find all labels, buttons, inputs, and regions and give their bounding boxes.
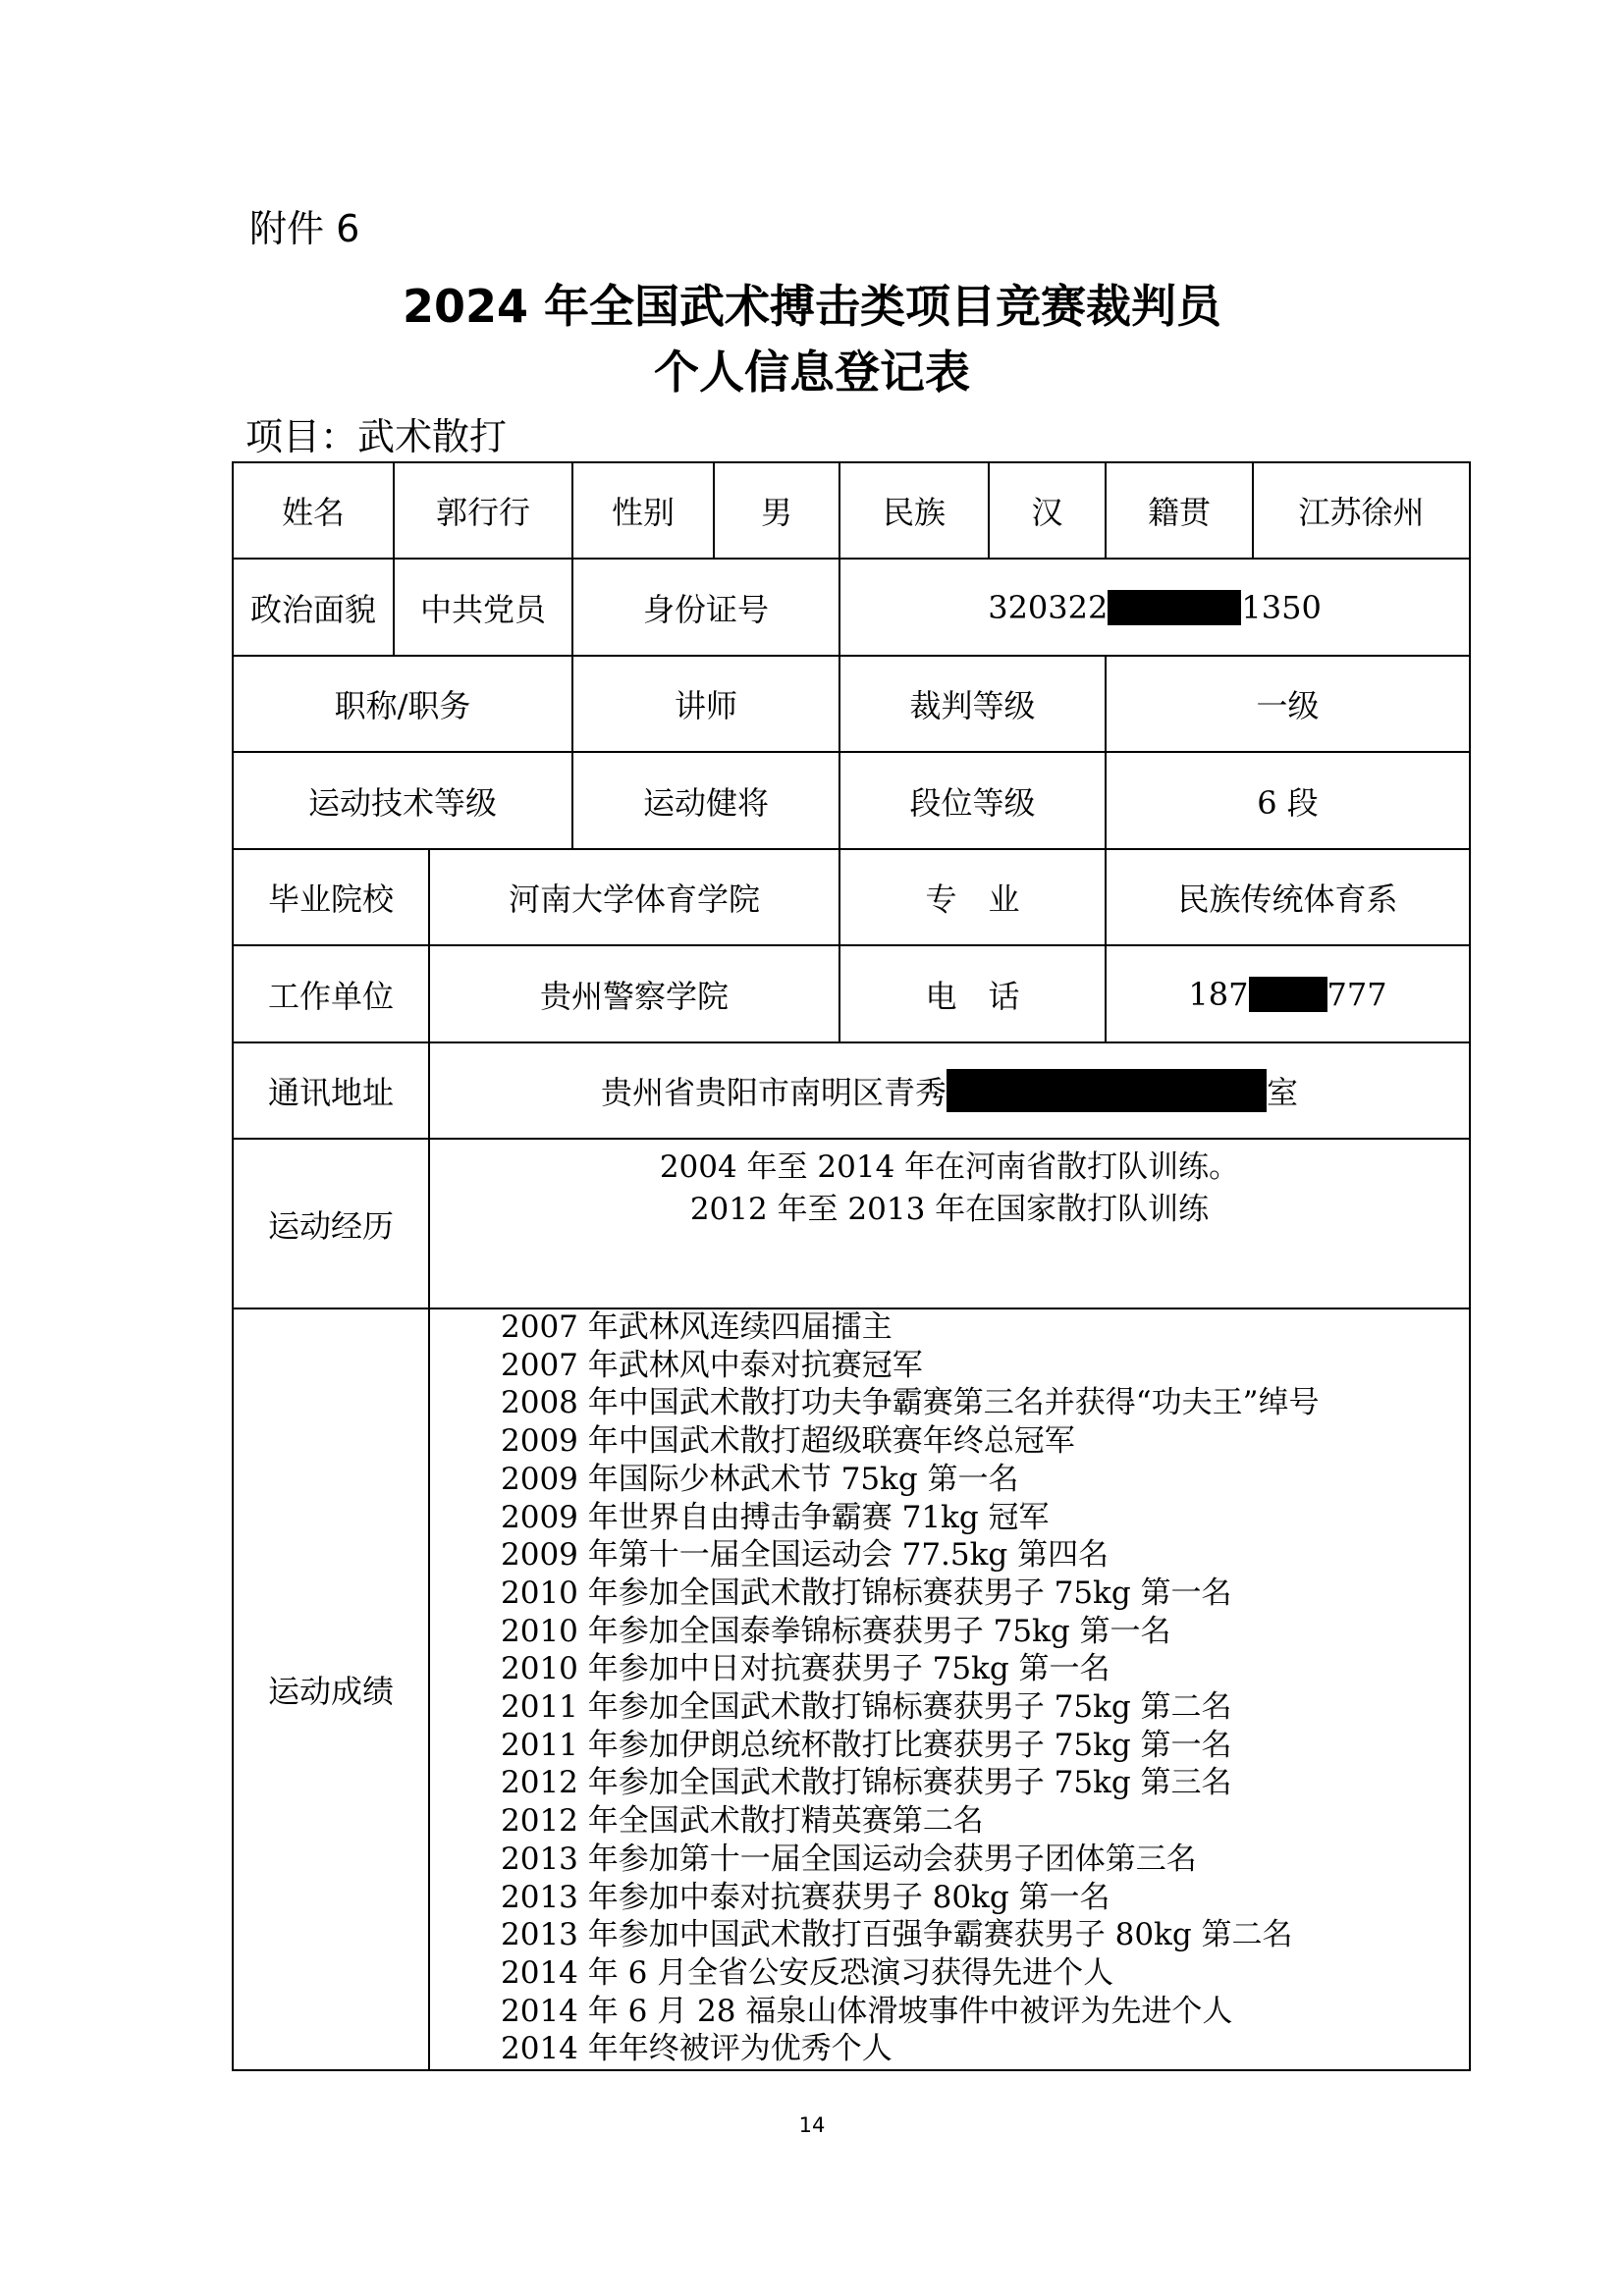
table-border-bottom (232, 2069, 1471, 2071)
sport-level-label: 运动技术等级 (307, 783, 497, 822)
achievement-item: 2010 年参加全国泰拳锦标赛获男子 75kg 第一名 (501, 1613, 1171, 1649)
name-label: 姓名 (281, 494, 345, 531)
achievement-item: 2012 年全国武术散打精英赛第二名 (501, 1803, 984, 1840)
achievement-item: 2008 年中国武术散打功夫争霸赛第三名并获得“功夫王”绰号 (501, 1385, 1320, 1421)
gender-label: 性别 (611, 494, 675, 531)
achievements-list (501, 1308, 1319, 2068)
work-label: 工作单位 (267, 977, 394, 1015)
achievement-item: 2009 年第十一届全国运动会 77.5kg 第四名 (501, 1537, 1110, 1574)
achievement-item: 2009 年世界自由搏击争霸赛 71kg 冠军 (501, 1499, 1050, 1535)
page-number: 14 (798, 2113, 826, 2137)
phone-label: 电 话 (925, 977, 1020, 1015)
achievement-item: 2011 年参加伊朗总统杯散打比赛获男子 75kg 第一名 (501, 1727, 1232, 1763)
work-value: 贵州警察学院 (539, 977, 729, 1015)
table-border-right (1469, 461, 1471, 2071)
gender-value: 男 (760, 494, 792, 531)
phone-suffix: 777 (1326, 975, 1387, 1013)
form-title: 2024 年全国武术搏击类项目竞赛裁判员 (402, 280, 1222, 333)
address-prefix: 贵州省贵阳市南明区青秀 (600, 1074, 947, 1111)
achievement-item: 2011 年参加全国武术散打锦标赛获男子 75kg 第二名 (501, 1689, 1232, 1726)
title-value: 讲师 (674, 687, 737, 724)
referee-level-label: 裁判等级 (909, 687, 1036, 724)
id-label: 身份证号 (642, 590, 769, 628)
id-suffix: 1350 (1241, 588, 1322, 626)
attachment-label: 附件 6 (249, 207, 360, 250)
political-value: 中共党员 (419, 590, 546, 628)
phone-redaction (1249, 977, 1327, 1012)
major-label: 专 业 (925, 881, 1020, 918)
dan-label: 段位等级 (909, 783, 1036, 822)
referee-level-value: 一级 (1256, 687, 1320, 724)
achievement-item: 2014 年 6 月 28 福泉山体滑坡事件中被评为先进个人 (501, 1993, 1233, 2029)
id-prefix: 320322 (988, 588, 1109, 626)
phone-prefix: 187 (1188, 975, 1249, 1013)
address-value (430, 1043, 1469, 1138)
form-subtitle: 个人信息登记表 (654, 346, 970, 399)
experience-list (430, 1147, 1469, 1231)
address-suffix: 室 (1267, 1074, 1299, 1111)
project-label: 项目：武术散打 (245, 415, 508, 458)
sport-level-value: 运动健将 (642, 783, 769, 822)
achievement-item: 2007 年武林风中泰对抗赛冠军 (501, 1347, 923, 1383)
ethnicity-value: 汉 (1031, 494, 1063, 531)
achievement-item: 2010 年参加中日对抗赛获男子 75kg 第一名 (501, 1651, 1110, 1687)
origin-label: 籍贯 (1147, 494, 1211, 531)
origin-value: 江苏徐州 (1298, 494, 1425, 531)
address-redaction (947, 1069, 1267, 1112)
title-label: 职称/职务 (334, 687, 471, 724)
achievement-item: 2009 年中国武术散打超级联赛年终总冠军 (501, 1423, 1075, 1460)
achievement-item: 2014 年年终被评为优秀个人 (501, 2031, 893, 2067)
id-value (840, 560, 1469, 655)
experience-item: 2012 年至 2013 年在国家散打队训练 (689, 1192, 1210, 1227)
achievement-item: 2013 年参加中国武术散打百强争霸赛获男子 80kg 第二名 (501, 1917, 1293, 1953)
major-value: 民族传统体育系 (1177, 881, 1398, 918)
phone-value (1107, 946, 1469, 1041)
address-label: 通讯地址 (267, 1074, 394, 1111)
achievements-label: 运动成绩 (267, 1673, 394, 1710)
achievement-item: 2012 年参加全国武术散打锦标赛获男子 75kg 第三名 (501, 1765, 1232, 1801)
name-value: 郭行行 (435, 494, 530, 531)
experience-label: 运动经历 (267, 1206, 394, 1245)
achievement-item: 2013 年参加中泰对抗赛获男子 80kg 第一名 (501, 1879, 1110, 1915)
experience-item: 2004 年至 2014 年在河南省散打队训练。 (659, 1149, 1240, 1185)
achievement-item: 2009 年国际少林武术节 75kg 第一名 (501, 1461, 1019, 1497)
school-value: 河南大学体育学院 (508, 881, 760, 918)
ethnicity-label: 民族 (882, 494, 946, 531)
achievement-item: 2013 年参加第十一届全国运动会获男子团体第三名 (501, 1841, 1197, 1877)
school-label: 毕业院校 (267, 881, 394, 918)
political-label: 政治面貌 (249, 590, 376, 628)
dan-value: 6 段 (1257, 783, 1319, 822)
achievement-item: 2007 年武林风连续四届擂主 (501, 1309, 893, 1345)
id-redaction (1108, 590, 1241, 625)
achievement-item: 2014 年 6 月全省公安反恐演习获得先进个人 (501, 1954, 1114, 1991)
achievement-item: 2010 年参加全国武术散打锦标赛获男子 75kg 第一名 (501, 1575, 1232, 1611)
